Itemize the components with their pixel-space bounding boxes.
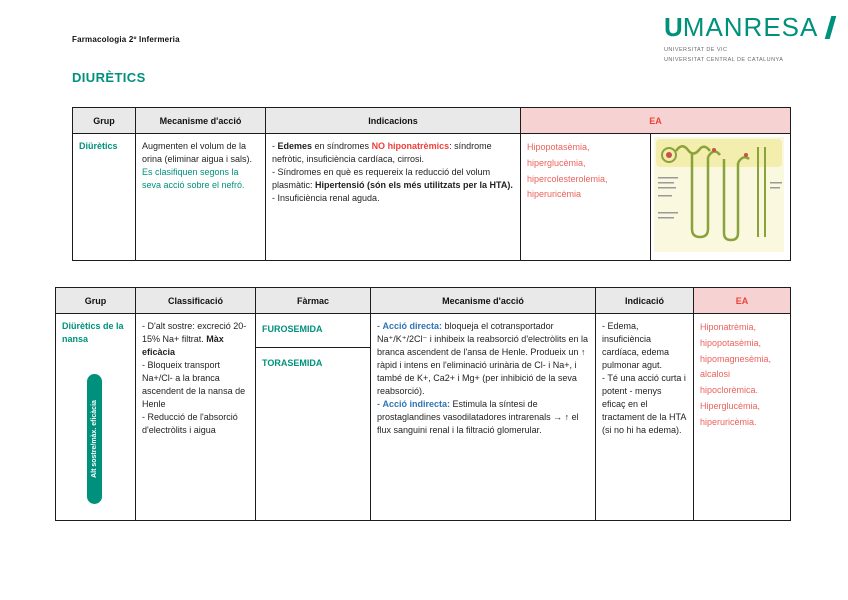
indication-item-2	[602, 372, 687, 437]
text-run-red: NO hiponatrèmics	[371, 141, 450, 151]
indication-item-1	[272, 140, 514, 166]
logo-subtitle-line1: UNIVERSITAT DE VIC	[664, 47, 728, 53]
classification-item-2	[142, 359, 249, 411]
group-name: Diürètics de la nansa	[62, 321, 124, 345]
logo-slash-mark	[825, 16, 837, 39]
text-run: - Insuficiència renal aguda.	[272, 193, 380, 204]
table1-cell-mecanisme	[136, 134, 266, 261]
table2-header-classificacio: Classificació	[136, 288, 256, 314]
classification-item-3	[142, 411, 249, 437]
indication-item-2	[272, 166, 514, 192]
text-run: Es clasifiquen segons la seva acció sobre el nefró.	[142, 167, 245, 191]
logo-wordmark	[664, 14, 833, 40]
classification-item-1	[142, 320, 249, 359]
table2-header-ea: EA	[694, 288, 791, 314]
ribbon-label: Alt sostre/màx. eficàcia	[90, 400, 98, 478]
text-run: - Reducció de l'absorció d'electròlits i aigua	[142, 412, 238, 436]
table1-header-row	[73, 108, 791, 134]
logo-u-letter: U	[664, 12, 683, 42]
table1-row-diuretics	[73, 134, 791, 261]
table2-cell-farmac	[256, 314, 371, 521]
table2-header-mecanisme: Mecanisme d'acció	[371, 288, 596, 314]
drug-torasemida: TORASEMIDA	[262, 358, 323, 368]
table1-cell-indicacions	[266, 134, 521, 261]
indication-item-1	[602, 320, 687, 372]
ea-text: Hipopotasèmia, hiperglucèmia, hipercolesterolemia, hiperuricèmia	[527, 142, 608, 200]
logo-name-text: MANRESA	[682, 12, 819, 42]
text-run-bold: Edemes	[277, 141, 313, 151]
mecanisme-main-text	[142, 140, 259, 166]
table2-cell-classificacio	[136, 314, 256, 521]
text-run: Hiperglucèmia, hiperuricèmia.	[700, 400, 761, 427]
umanresa-logo	[664, 14, 833, 66]
table2-row-loop-diuretics	[56, 314, 791, 521]
text-run: : síndrome nefròtic, insuficiència cardíaca, cirrosi.	[272, 141, 492, 165]
text-run: -	[377, 399, 383, 410]
table2-cell-grup	[56, 314, 136, 521]
mecanisme-note-text	[142, 166, 259, 192]
text-run: -	[272, 141, 278, 151]
diuretics-general-table	[72, 107, 791, 261]
ea-item-2	[700, 399, 784, 431]
high-ceiling-ribbon	[87, 374, 102, 504]
text-run-bold: Hipertensió (són els més utilitzats per la HTA).	[315, 180, 513, 191]
logo-subtitle-line2: UNIVERSITAT CENTRAL DE CATALUNYA	[664, 57, 784, 64]
text-run: - Síndromes en què es requereix la reducció del volum plasmàtic:	[272, 167, 491, 191]
text-run: -	[377, 321, 383, 331]
mechanism-indirect	[377, 398, 589, 437]
text-run: Augmenten el volum de la orina (eliminar aigua i sals).	[142, 141, 253, 165]
text-run: en síndromes	[312, 141, 372, 151]
table2-cell-mecanisme	[371, 314, 596, 521]
table1-header-ea: EA	[521, 108, 791, 134]
text-run: - Té una acció curta i potent - menys eficaç en el tractament de la HTA (si no hi ha edema).	[602, 373, 686, 436]
table1-header-grup: Grup	[73, 108, 136, 134]
table2-header-indicacio: Indicació	[596, 288, 694, 314]
mechanism-direct	[377, 320, 589, 398]
text-run: Estimula la síntesi de prostaglandines vasodilatadores intrarenals → ↑ el flux sanguini renal i la filtració glomerular.	[377, 399, 579, 436]
page-title: DIURÈTICS	[72, 70, 146, 85]
text-run: Hiponatrèmia, hipopotasèmia, hipomagnesèmia, alcalosi hipoclorèmica.	[700, 322, 772, 395]
ea-item-1	[700, 320, 784, 399]
table2-cell-indicacio	[596, 314, 694, 521]
text-run: - Edema, insuficiència cardíaca, edema pulmonar agut.	[602, 321, 670, 371]
table1-cell-ea	[521, 134, 651, 261]
logo-subtitle	[664, 45, 833, 66]
indication-item-3	[272, 192, 514, 205]
table1-cell-grup: Diürètics	[73, 134, 136, 261]
table2-cell-ea	[694, 314, 791, 521]
text-run-blue: Acció indirecta:	[382, 399, 451, 410]
course-label: Farmacologia 2º Infermeria	[72, 35, 180, 44]
table1-cell-image	[651, 134, 791, 261]
table2-header-grup: Grup	[56, 288, 136, 314]
table2-header-row	[56, 288, 791, 314]
table1-header-mecanisme: Mecanisme d'acció	[136, 108, 266, 134]
drug-furosemida: FUROSEMIDA	[256, 314, 370, 348]
table1-header-indicacions: Indicacions	[266, 108, 521, 134]
text-run: bloqueja el cotransportador Na⁺/K⁺/2Cl⁻ i inhibeix la reabsorció d'electròlits en la branca ascendent de l'ansa de Henle. Produeix un ↑ ràpid i intens en l'eliminació urinària de Cl- i Na+, i també de K+, Ca2+ i Mg+ (per inhibició de la seva reabsorció).	[377, 321, 589, 397]
table2-header-farmac: Fàrmac	[256, 288, 371, 314]
text-run-blue: Acció directa:	[382, 321, 443, 331]
text-run: - D'alt sostre: excreció 20-15% Na+ filtrat.	[142, 321, 247, 345]
text-run: - Bloqueix transport Na+/Cl- a la branca ascendent de la nansa de Henle	[142, 360, 246, 410]
nephron-diagram-image	[654, 137, 784, 252]
loop-diuretics-table	[55, 287, 791, 521]
text-run-bold: Màx eficàcia	[142, 334, 224, 358]
